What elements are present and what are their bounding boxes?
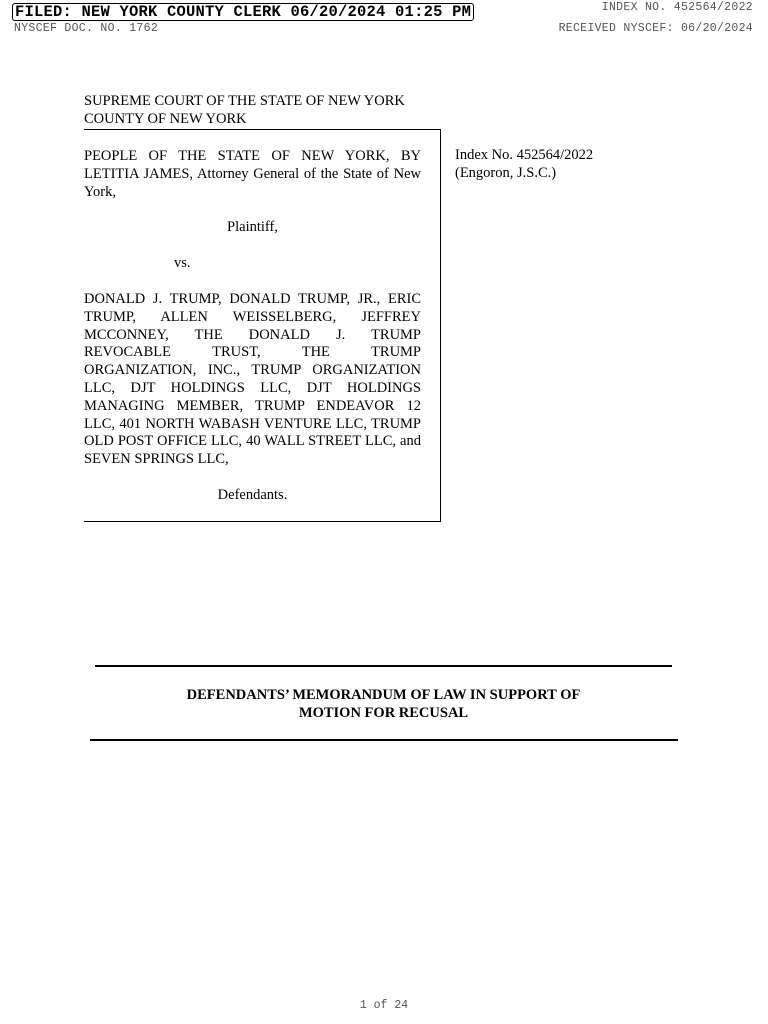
court-heading (84, 92, 405, 128)
case-caption-box (84, 129, 441, 522)
page-number: 1 of 24 (359, 999, 409, 1012)
index-number: Index No. 452564/2022 (455, 147, 594, 163)
judge-name: (Engoron, J.S.C.) (455, 164, 557, 181)
county-name: COUNTY OF NEW YORK (84, 111, 247, 127)
title-bottom-rule (90, 739, 678, 741)
case-index-block (455, 147, 593, 183)
court-name: SUPREME COURT OF THE STATE OF NEW YORK (84, 93, 405, 109)
versus-label: vs. (174, 255, 191, 272)
index-number-header: INDEX NO. 452564/2022 (601, 1, 753, 14)
filed-stamp: FILED: NEW YORK COUNTY CLERK 06/20/2024 01:25 PM (12, 3, 474, 21)
defendants-label: Defendants. (217, 486, 288, 503)
defendants-party: DONALD J. TRUMP, DONALD TRUMP, JR., ERIC TRUMP, ALLEN WEISSELBERG, JEFFREY MCCONNEY, THE DONALD J. TRUMP REVOCABLE TRUST, THE TRUMP ORGANIZATION, INC., TRUMP ORGANIZATION LLC, DJT HOLDINGS LLC, DJT HOLDINGS MANAGING MEMBER, TRUMP ENDEAVOR 12 LLC, 401 NORTH WABASH VENTURE LLC, TRUMP OLD POST OFFICE LLC, 40 WALL STREET LLC, and SEVEN SPRINGS LLC, (84, 290, 421, 468)
plaintiff-label: Plaintiff, (227, 219, 278, 236)
document-title-line-1: DEFENDANTS’ MEMORANDUM OF LAW IN SUPPORT OF (186, 687, 581, 703)
plaintiff-party: PEOPLE OF THE STATE OF NEW YORK, BY LETITIA JAMES, Attorney General of the State of New York, (84, 148, 421, 200)
title-top-rule (95, 665, 672, 667)
document-title-line-2: MOTION FOR RECUSAL (298, 705, 469, 721)
nyscef-doc-number: NYSCEF DOC. NO. 1762 (14, 22, 159, 35)
document-title (95, 686, 672, 722)
received-date: RECEIVED NYSCEF: 06/20/2024 (558, 22, 753, 35)
